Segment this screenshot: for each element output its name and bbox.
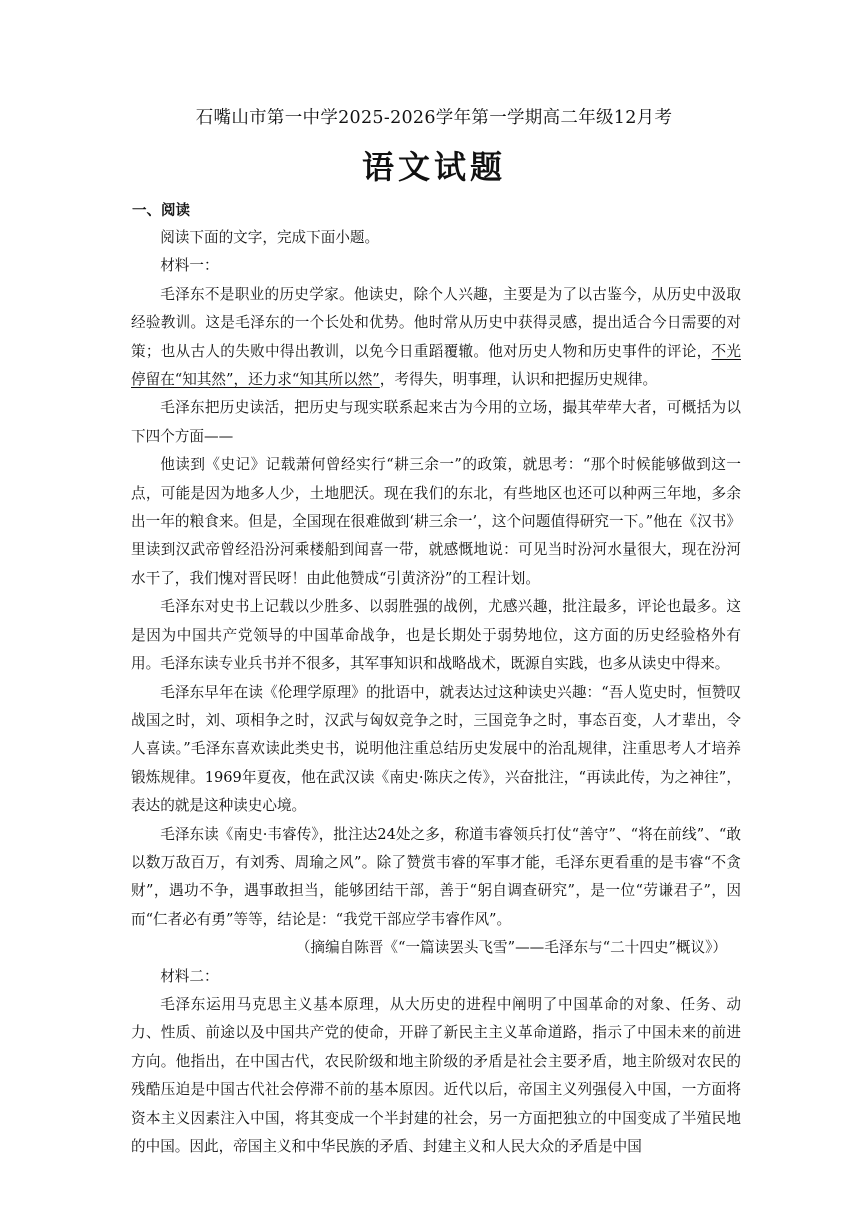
- paragraph-7: 毛泽东运用马克思主义基本原理，从大历史的进程中阐明了中国革命的对象、任务、动力、性质、前途以及中国共产党的使命，开辟了新民主主义革命道路，指示了中国未来的前进方向。他指出，在中国古代，农民阶级和地主阶级的矛盾是社会主要矛盾，地主阶级对农民的残酷压迫是中国古代社会停滞不前的基本原因。近代以后，帝国主义列强侵入中国，一方面将资本主义因素注入中国，将其变成一个半封建的社会，另一方面把独立的中国变成了半殖民地的中国。因此，帝国主义和中华民族的矛盾、封建主义和人民大众的矛盾是中国: [131, 995, 741, 1155]
- paragraph-3: 他读到《史记》记载萧何曾经实行“耕三余一”的政策，就思考：“那个时候能够做到这一点，可能是因为地多人少，土地肥沃。现在我们的东北，有些地区也还可以种两三年地，多余出一年的粮食来。但是，全国现在很难做到‘耕三余一’，这个问题值得研究一下。”他在《汉书》里读到汉武帝曾经沿汾河乘楼船到闻喜一带，就感慨地说：可见当时汾河水量很大，现在汾河水干了，我们愧对晋民呀！由此他赞成“引黄济汾”的工程计划。: [131, 456, 741, 587]
- subject-title: 语文试题: [361, 148, 506, 186]
- source-citation: （摘编自陈晋《“一篇读罢头飞雪”——毛泽东与“二十四史”概议》）: [295, 939, 727, 957]
- paragraph-1-text-b: ，考得失，明事理，认识和把握历史规律。: [379, 371, 658, 389]
- instruction: 阅读下面的文字，完成下面小题。: [160, 229, 380, 246]
- reading-passage: [131, 224, 741, 1161]
- material1-label: 材料一：: [160, 257, 219, 275]
- material2-label: 材料二：: [160, 967, 219, 985]
- paragraph-2: 毛泽东把历史读活，把历史与现实联系起来古为今用的立场，撮其荦荦大者，可概括为以下四个方面——: [131, 399, 741, 445]
- paragraph-5: 毛泽东早年在读《伦理学原理》的批语中，就表达过这种读史兴趣：“吾人览史时，恒赞叹战国之时，刘、项相争之时，汉武与匈奴竞争之时，三国竞争之时，事态百变，人才辈出，令人喜读。”毛泽东喜欢读此类史书，说明他注重总结历史发展中的治乱规律，注重思考人才培养锻炼规律。1969年夏夜，他在武汉读《南史·陈庆之传》，兴奋批注，“再读此传，为之神往”，表达的就是这种读史心境。: [131, 683, 741, 815]
- underlined-sentence: 不光停留在“知其然”，还力求“知其所以然”: [131, 342, 741, 389]
- paragraph-6: 毛泽东读《南史·韦睿传》，批注达24处之多，称道韦睿领兵打仗“善守”、“将在前线”、“敢以数万敌百万，有刘秀、周瑜之风”。除了赞赏韦睿的军事才能，毛泽东更看重的是韦睿“不贪财”，遇功不争，遇事敢担当，能够团结干部，善于“躬自调查研究”，是一位“劳谦君子”，因而“仁者必有勇”等等，结论是：“我党干部应学韦睿作风”。: [131, 825, 741, 928]
- paragraph-1: [131, 281, 741, 395]
- paragraph-4: 毛泽东对史书上记载以少胜多、以弱胜强的战例，尤感兴趣，批注最多，评论也最多。这是因为中国共产党领导的中国革命战争，也是长期处于弱势地位，这方面的历史经验格外有用。毛泽东读专业兵书并不很多，其军事知识和战略战术，既源自实践，也多从读史中得来。: [131, 598, 741, 673]
- section-heading: 一、阅读: [132, 203, 190, 219]
- paragraph-1-text-a: 毛泽东不是职业的历史学家。他读史，除个人兴趣，主要是为了以古鉴今，从历史中汲取经验教训。这是毛泽东的一个长处和优势。他时常从历史中获得灵感，提出适合今日需要的对策；也从古人的失败中得出教训，以免今日重蹈覆辙。他对历史人物和历史事件的评论，: [131, 285, 741, 360]
- exam-title: 石嘴山市第一中学2025-2026学年第一学期高二年级12月考: [195, 108, 673, 128]
